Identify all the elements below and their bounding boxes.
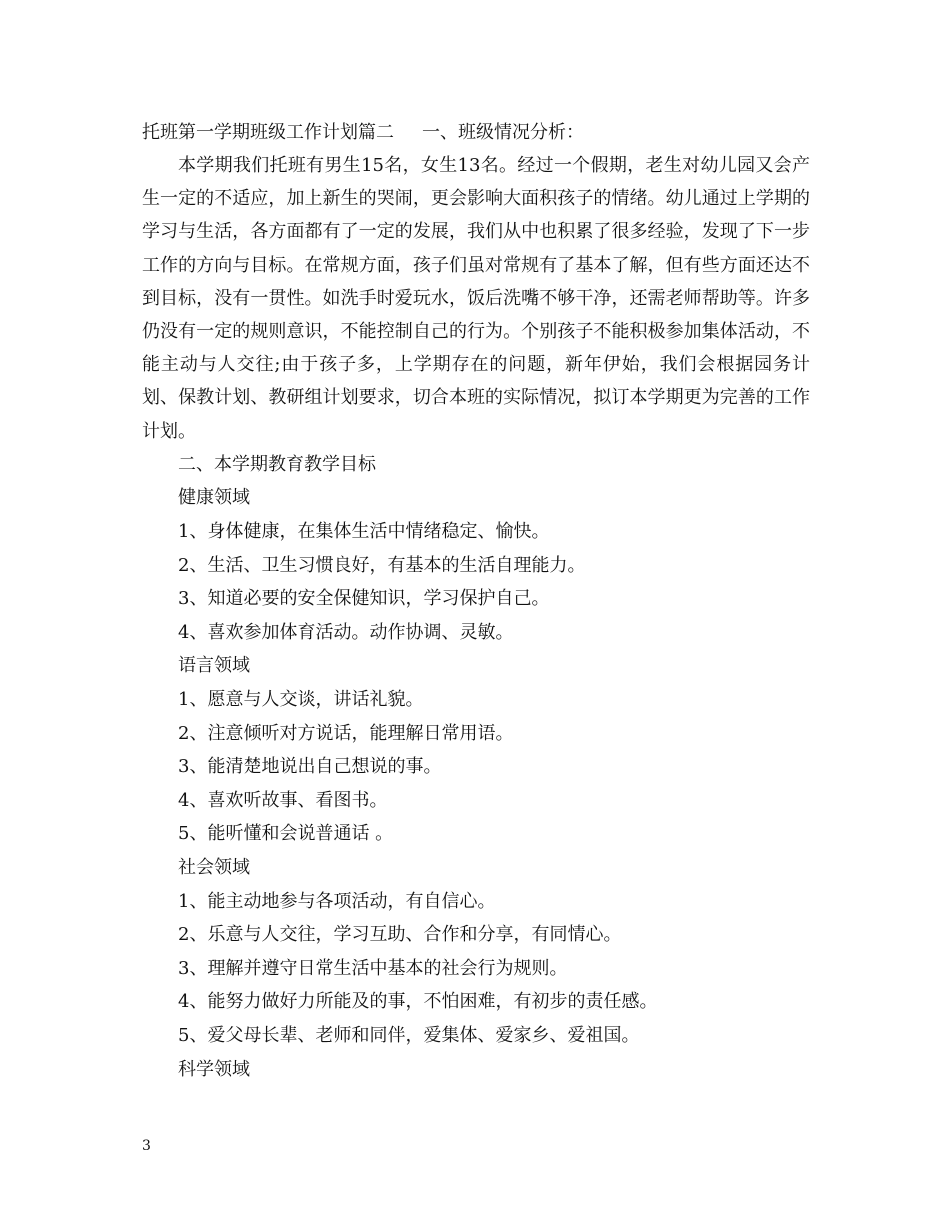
list-item: 2、乐意与人交往，学习互助、合作和分享，有同情心。 xyxy=(178,924,622,946)
list-item: 1、身体健康，在集体生活中情绪稳定、愉快。 xyxy=(178,521,550,543)
document-body xyxy=(142,116,810,1086)
list-item: 4、能努力做好力所能及的事，不怕困难，有初步的责任感。 xyxy=(178,991,658,1013)
list-item: 3、理解并遵守日常生活中基本的社会行为规则。 xyxy=(178,957,568,979)
document-title: 托班第一学期班级工作计划篇二 xyxy=(142,122,394,143)
paragraph-class-analysis: 本学期我们托班有男生15名，女生13名。经过一个假期，老生对幼儿园又会产生一定的不适应，加上新生的哭闹，更会影响大面积孩子的情绪。幼儿通过上学期的学习与生活，各方面都有了一定的发展，我们从中也积累了很多经验，发现了下一步工作的方向与目标。在常规方面，孩子们虽对常规有了基本了解，但有些方面还达不到目标，没有一贯性。如洗手时爱玩水，饭后洗嘴不够干净，还需老师帮助等。许多仍没有一定的规则意识，不能控制自己的行为。个别孩子不能积极参加集体活动，不能主动与人交往;由于孩子多，上学期存在的问题，新年伊始，我们会根据园务计划、保教计划、教研组计划要求，切合本班的实际情况，拟订本学期更为完善的工作计划。 xyxy=(142,155,810,442)
list-item: 2、生活、卫生习惯良好，有基本的生活自理能力。 xyxy=(178,554,586,576)
list-item: 二、本学期教育教学目标 xyxy=(178,453,376,475)
list-item: 5、能听懂和会说普通话 。 xyxy=(178,823,394,845)
list-item: 社会领域 xyxy=(178,856,250,878)
list-item: 4、喜欢参加体育活动。动作协调、灵敏。 xyxy=(178,621,514,643)
list-item: 语言领域 xyxy=(178,655,250,677)
list-item: 科学领域 xyxy=(178,1058,250,1080)
list-item: 1、能主动地参与各项活动，有自信心。 xyxy=(178,890,496,912)
list-item: 1、愿意与人交谈，讲话礼貌。 xyxy=(178,688,424,710)
list-item: 3、能清楚地说出自己想说的事。 xyxy=(178,756,442,778)
list-item: 4、喜欢听故事、看图书。 xyxy=(178,789,388,811)
list-item: 2、注意倾听对方说话，能理解日常用语。 xyxy=(178,722,514,744)
section-1-title: 一、班级情况分析： xyxy=(422,122,584,143)
list-item: 3、知道必要的安全保健知识，学习保护自己。 xyxy=(178,588,550,610)
list-item: 健康领域 xyxy=(178,487,250,509)
page-number: 3 xyxy=(142,1138,151,1154)
line-list xyxy=(142,448,810,1086)
title-line xyxy=(142,116,810,149)
list-item: 5、爱父母长辈、老师和同伴，爱集体、爱家乡、爱祖国。 xyxy=(178,1024,640,1046)
